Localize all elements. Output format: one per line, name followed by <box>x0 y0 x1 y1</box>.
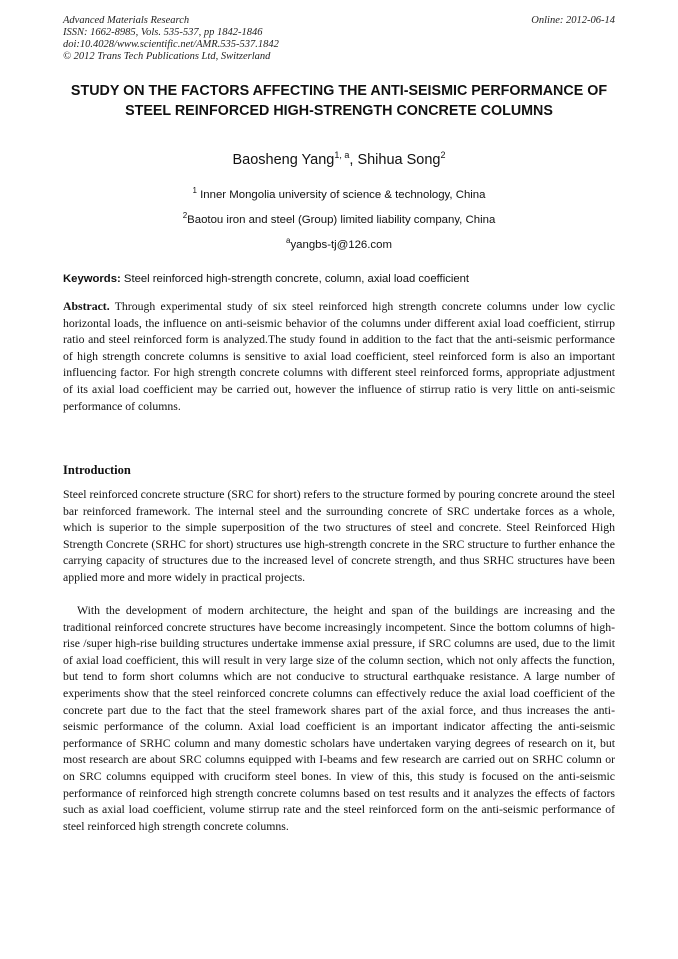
section-heading-introduction: Introduction <box>63 463 131 477</box>
affiliation-text: Baotou iron and steel (Group) limited liability company, China <box>187 213 496 226</box>
affiliation-marker: 1 <box>192 186 197 195</box>
keywords <box>63 273 615 285</box>
online-date: Online: 2012-06-14 <box>531 15 615 26</box>
issn-line: ISSN: 1662-8985, Vols. 535-537, pp 1842-1846 <box>63 27 263 38</box>
email-marker: a <box>286 236 291 245</box>
journal-name: Advanced Materials Research <box>63 15 190 26</box>
author-name: Baosheng Yang <box>232 151 335 168</box>
intro-paragraph-1: Steel reinforced concrete structure (SRC for short) refers to the structure formed by pouring concrete around the steel bar reinforced framework. The internal steel and the surrounding concrete of SRC undertake forces as a whole, which is superior to the simple superposition of the two structures of steel and concrete. Steel Reinforced High Strength Concrete (SRHC for short) structures use high-strength concrete in the SRC structure to further enhance the carrying capacity of structures due to the increased level of concrete strength, and thus SRHC structures have been applied more and more widely in practical projects. <box>63 488 615 584</box>
author-line <box>0 150 678 168</box>
author-separator: , <box>349 151 358 168</box>
email-text: yangbs-tj@126.com <box>290 238 392 251</box>
paper-title: STUDY ON THE FACTORS AFFECTING THE ANTI-SEISMIC PERFORMANCE OF STEEL REINFORCED HIGH-STRENGTH CONCRETE COLUMNS <box>70 83 608 119</box>
keywords-text: Steel reinforced high-strength concrete, column, axial load coefficient <box>120 273 470 285</box>
affiliation-1 <box>0 186 678 201</box>
abstract-text: Through experimental study of six steel reinforced high strength concrete columns under low cyclic horizontal loads, the influence on anti-seismic behavior of the columns under different axial load coefficient, stirrup ratio and steel reinforced form is analyzed.The study found in addition to the fact that the anti-seismic performance of high strength concrete columns is sensitive to axial load coefficient, steel reinforced form is also an important influencing factor. For high strength concrete columns with different steel reinforced forms, appropriate adjustment of its axial load coefficient may be carried out, however the influence of stirrup ratio is very little on anti-seismic performance of columns. <box>63 300 615 413</box>
affiliation-marker: 2 <box>182 211 188 220</box>
intro-paragraph-2: With the development of modern architecture, the height and span of the buildings are increasing and the traditional reinforced concrete structures have become increasingly incompetent. Since the bottom columns of high-rise /super high-rise building structures undertake immense axial pressure, if SRC columns are used, due to the limit of axial load coefficient, this will result in very large size of the column section, which not only affects the function, but tend to form short columns which are not conducive to structural earthquake resistance. A large number of experiments show that the steel reinforced concrete columns can effectively reduce the axial load coefficient of the concrete part due to the fact that the steel framework shares part of the axial force, and thus increases the anti-seismic performance of the column. Axial load coefficient is an important indicator affecting the anti-seismic performance of SRHC column and many domestic scholars have undertaken varying degrees of research on it, but most research are about SRC columns equipped with I-beams and few research are carried out on SRHC column or on SRC columns equipped with cruciform steel bones. In view of this, this study is focused on the anti-seismic performance of reinforced high strength concrete columns based on test results and it analyzes the effects of factors such as axial load coefficient, volume stirrup rate and the steel reinforced form on the anti-seismic performance of steel reinforced high strength concrete columns. <box>63 604 615 833</box>
author-superscript: 1, a <box>334 150 350 160</box>
running-header <box>63 15 615 63</box>
copyright-line: © 2012 Trans Tech Publications Ltd, Switzerland <box>63 51 271 62</box>
keywords-label: Keywords: <box>63 273 121 285</box>
author-name: Shihua Song <box>357 151 441 168</box>
affiliation-2 <box>0 211 678 226</box>
doi-line: doi:10.4028/www.scientific.net/AMR.535-537.1842 <box>63 39 279 50</box>
author-superscript: 2 <box>440 150 446 160</box>
abstract <box>63 299 615 415</box>
affiliation-text: Inner Mongolia university of science & technology, China <box>196 188 486 201</box>
author-email <box>0 236 678 251</box>
abstract-label: Abstract. <box>63 300 110 313</box>
